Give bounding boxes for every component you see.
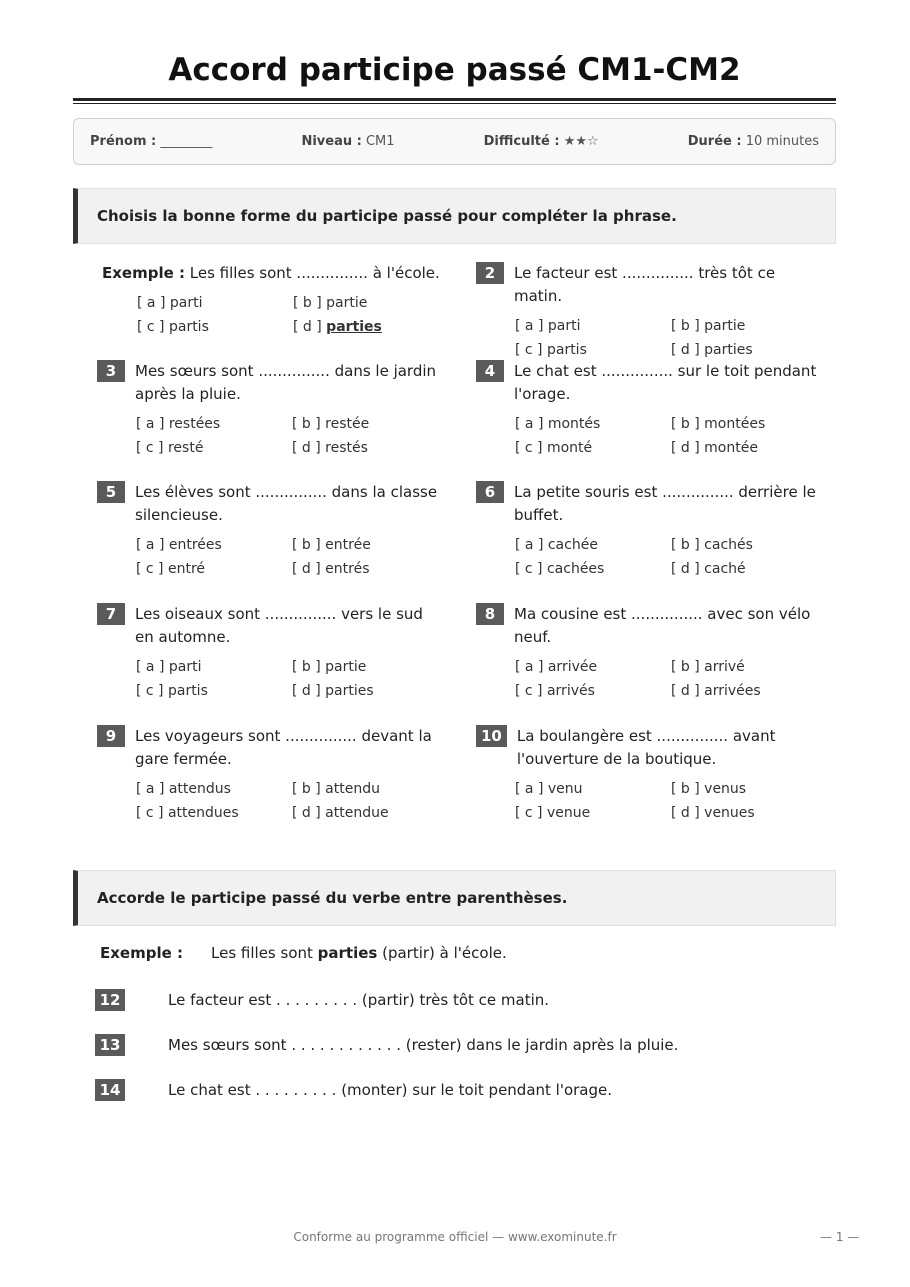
option[interactable]: [ c ] resté (136, 440, 204, 456)
fill-item-text: Le facteur est . . . . . . . . . (partir) très tôt ce matin. (168, 991, 550, 1009)
footer-text: Conforme au programme officiel — www.exominute.fr (293, 1230, 617, 1244)
option[interactable]: [ a ] restées (136, 416, 221, 432)
option[interactable]: [ c ] cachées (515, 561, 605, 577)
question-9 (97, 725, 442, 821)
page-title: Accord participe passé CM1-CM2 (168, 52, 741, 88)
fill-item[interactable] (95, 1079, 612, 1101)
option[interactable]: [ d ] montée (671, 440, 758, 456)
question-2 (476, 262, 821, 358)
question-7 (97, 603, 442, 699)
options (136, 416, 442, 456)
option[interactable]: [ a ] attendus (136, 781, 231, 797)
question-stem: La boulangère est ............... avant l'ouverture de la boutique. (516, 727, 776, 768)
option[interactable]: [ c ] partis (137, 319, 209, 335)
question-stem: Les oiseaux sont ............... vers le sud en automne. (135, 605, 423, 646)
options (136, 781, 442, 821)
section1-instruction: Choisis la bonne forme du participe passé pour compléter la phrase. (73, 188, 836, 244)
example-label: Exemple : (102, 264, 185, 282)
option[interactable]: [ b ] arrivé (671, 659, 745, 675)
fill-item-text: Mes sœurs sont . . . . . . . . . . . . (rester) dans le jardin après la pluie. (168, 1036, 679, 1054)
fill-item[interactable] (95, 1034, 678, 1056)
question-stem: Les élèves sont ............... dans la classe silencieuse. (135, 483, 438, 524)
option[interactable]: [ a ] venu (515, 781, 583, 797)
item-number: 13 (95, 1034, 125, 1056)
question-stem: La petite souris est ............... derrière le buffet. (514, 483, 816, 524)
question-number: 8 (476, 603, 504, 625)
option[interactable]: [ a ] parti (136, 659, 202, 675)
question-number: 3 (97, 360, 125, 382)
title-rule-thin (73, 103, 836, 104)
question-5 (97, 481, 442, 577)
option[interactable]: [ a ] parti (137, 295, 203, 311)
question-number: 6 (476, 481, 504, 503)
example-question (102, 262, 447, 335)
question-stem: Les voyageurs sont ............... devant la gare fermée. (135, 727, 432, 768)
option[interactable]: [ a ] cachée (515, 537, 598, 553)
option[interactable]: [ a ] parti (515, 318, 581, 334)
title-rule (73, 98, 836, 101)
option[interactable]: [ a ] montés (515, 416, 601, 432)
difficulte-field: Difficulté : ★★☆ (483, 134, 599, 149)
options (136, 659, 442, 699)
question-8 (476, 603, 821, 699)
fill-example: Exemple : Les filles sont parties (partir) à l'école. (100, 944, 507, 962)
options (515, 537, 821, 577)
option[interactable]: [ d ] parties (292, 683, 374, 699)
question-number: 4 (476, 360, 504, 382)
question-stem: Le chat est ............... sur le toit pendant l'orage. (514, 362, 817, 403)
prenom-field[interactable]: Prénom : ________ (90, 134, 213, 149)
option[interactable]: [ d ] parties (671, 342, 753, 358)
question-stem: Le facteur est ............... très tôt ce matin. (514, 264, 776, 305)
question-number: 2 (476, 262, 504, 284)
option[interactable]: [ b ] partie (293, 295, 368, 311)
options (515, 659, 821, 699)
option[interactable]: [ c ] monté (515, 440, 593, 456)
option[interactable]: [ b ] venus (671, 781, 747, 797)
option[interactable]: [ b ] entrée (292, 537, 371, 553)
item-number: 14 (95, 1079, 125, 1101)
option-answer[interactable]: [ d ] parties (293, 319, 382, 335)
page-number: — 1 — (820, 1230, 860, 1244)
fill-item-text: Le chat est . . . . . . . . . (monter) sur le toit pendant l'orage. (168, 1081, 613, 1099)
option[interactable]: [ c ] partis (136, 683, 208, 699)
option[interactable]: [ b ] montées (671, 416, 766, 432)
options (515, 781, 821, 821)
item-number: 12 (95, 989, 125, 1011)
info-box (73, 118, 836, 165)
option[interactable]: [ b ] partie (292, 659, 367, 675)
question-number: 9 (97, 725, 125, 747)
question-number: 5 (97, 481, 125, 503)
option[interactable]: [ a ] entrées (136, 537, 222, 553)
section2-instruction: Accorde le participe passé du verbe entre parenthèses. (73, 870, 836, 926)
options (515, 416, 821, 456)
fill-example-label: Exemple : (100, 944, 183, 962)
option[interactable]: [ b ] partie (671, 318, 746, 334)
option[interactable]: [ d ] venues (671, 805, 755, 821)
example-stem: Les filles sont ............... à l'école. (189, 264, 440, 282)
options (136, 537, 442, 577)
options (515, 318, 821, 358)
option[interactable]: [ a ] arrivée (515, 659, 598, 675)
option[interactable]: [ c ] entré (136, 561, 206, 577)
niveau-field: Niveau : CM1 (301, 134, 395, 149)
question-3 (97, 360, 442, 456)
option[interactable]: [ d ] attendue (292, 805, 389, 821)
option[interactable]: [ c ] arrivés (515, 683, 595, 699)
option[interactable]: [ c ] partis (515, 342, 587, 358)
fill-item[interactable] (95, 989, 549, 1011)
option[interactable]: [ c ] venue (515, 805, 591, 821)
option[interactable]: [ d ] restés (292, 440, 368, 456)
question-6 (476, 481, 821, 577)
question-number: 10 (476, 725, 507, 747)
option[interactable]: [ c ] attendues (136, 805, 239, 821)
option[interactable]: [ d ] caché (671, 561, 746, 577)
question-stem: Ma cousine est ............... avec son vélo neuf. (514, 605, 811, 646)
duree-field: Durée : 10 minutes (687, 134, 819, 149)
question-stem: Mes sœurs sont ............... dans le jardin après la pluie. (135, 362, 437, 403)
question-10 (476, 725, 821, 821)
question-number: 7 (97, 603, 125, 625)
option[interactable]: [ d ] entrés (292, 561, 370, 577)
option[interactable]: [ d ] arrivées (671, 683, 761, 699)
option[interactable]: [ b ] restée (292, 416, 370, 432)
option[interactable]: [ b ] attendu (292, 781, 380, 797)
question-4 (476, 360, 821, 456)
option[interactable]: [ b ] cachés (671, 537, 753, 553)
fill-example-answer: parties (317, 944, 378, 962)
